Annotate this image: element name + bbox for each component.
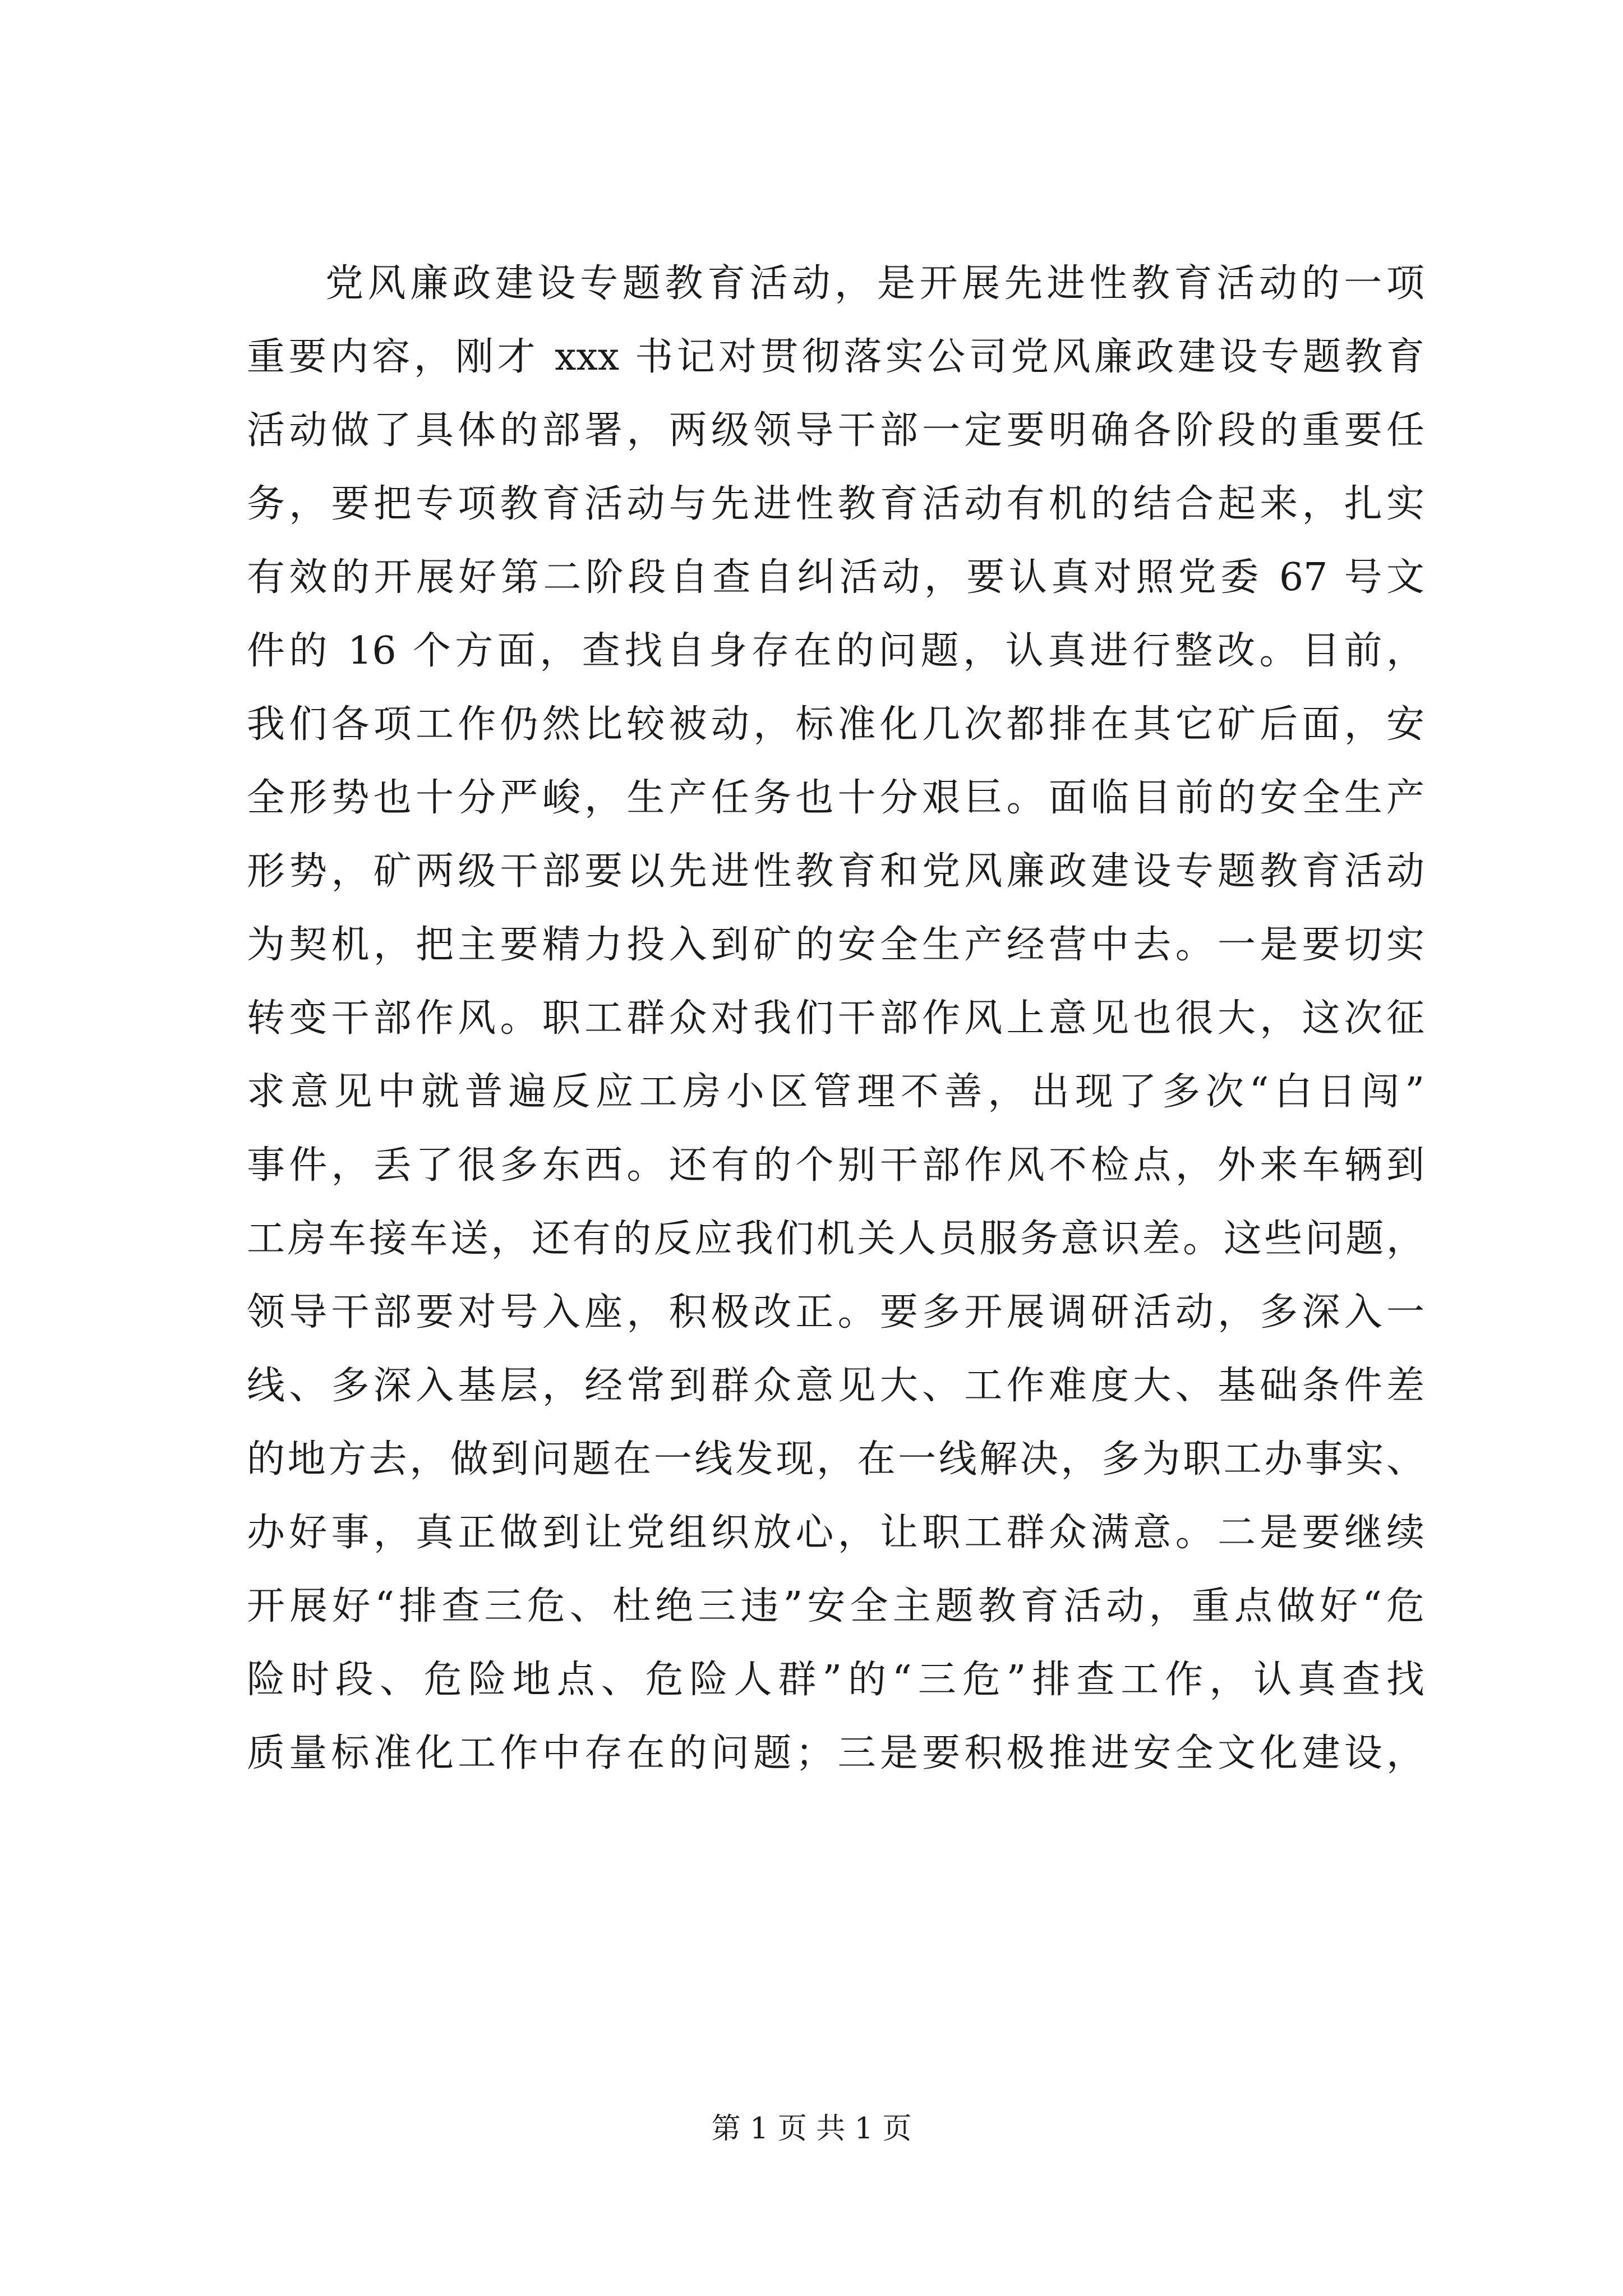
paragraph-line: 有效的开展好第二阶段自查自纠活动，要认真对照党委 67 号文	[247, 555, 1424, 600]
paragraph-line: 事件，丢了很多东西。还有的个别干部作风不检点，外来车辆到	[247, 1143, 1424, 1188]
paragraph-line: 线、多深入基层，经常到群众意见大、工作难度大、基础条件差	[247, 1364, 1424, 1408]
paragraph-line: 求意见中就普遍反应工房小区管理不善，出现了多次“白日闯”	[247, 1070, 1424, 1114]
paragraph-line: 务，要把专项教育活动与先进性教育活动有机的结合起来，扎实	[247, 482, 1424, 526]
body-paragraph	[247, 247, 1424, 1790]
page-number-footer: 第 1 页 共 1 页	[711, 2112, 912, 2146]
paragraph-line: 件的 16 个方面，查找自身存在的问题，认真进行整改。目前，	[247, 629, 1424, 673]
paragraph-line: 我们各项工作仍然比较被动，标准化几次都排在其它矿后面，安	[247, 702, 1424, 747]
paragraph-line: 重要内容，刚才 xxx 书记对贯彻落实公司党风廉政建设专题教育	[247, 335, 1424, 379]
paragraph-line: 开展好“排查三危、杜绝三违”安全主题教育活动，重点做好“危	[247, 1584, 1424, 1628]
paragraph-line: 工房车接车送，还有的反应我们机关人员服务意识差。这些问题，	[247, 1217, 1424, 1261]
paragraph-line: 领导干部要对号入座，积极改正。要多开展调研活动，多深入一	[247, 1290, 1424, 1335]
paragraph-line: 为契机，把主要精力投入到矿的安全生产经营中去。一是要切实	[247, 923, 1424, 967]
paragraph-line: 办好事，真正做到让党组织放心，让职工群众满意。二是要继续	[247, 1511, 1424, 1555]
paragraph-line: 党风廉政建设专题教育活动，是开展先进性教育活动的一项	[325, 261, 1424, 306]
paragraph-line: 全形势也十分严峻，生产任务也十分艰巨。面临目前的安全生产	[247, 776, 1424, 820]
paragraph-line: 的地方去，做到问题在一线发现，在一线解决，多为职工办事实、	[247, 1437, 1424, 1481]
paragraph-line: 险时段、危险地点、危险人群”的“三危”排查工作，认真查找	[247, 1658, 1424, 1702]
paragraph-line: 形势，矿两级干部要以先进性教育和党风廉政建设专题教育活动	[247, 849, 1424, 894]
paragraph-line: 质量标准化工作中存在的问题；三是要积极推进安全文化建设，	[247, 1731, 1424, 1775]
paragraph-line: 活动做了具体的部署，两级领导干部一定要明确各阶段的重要任	[247, 408, 1424, 453]
paragraph-line: 转变干部作风。职工群众对我们干部作风上意见也很大，这次征	[247, 996, 1424, 1041]
